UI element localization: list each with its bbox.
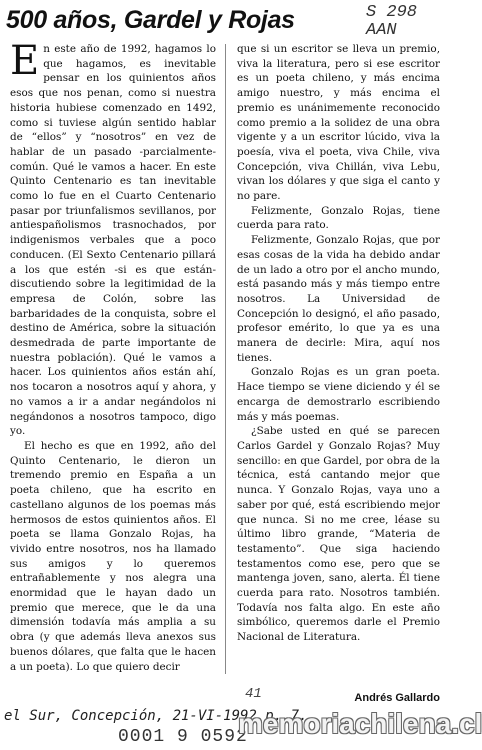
article-headline: 500 años, Gardel y Rojas [6, 6, 295, 34]
column-divider [225, 44, 226, 674]
archive-number-stamp: 0001 9 0592 [118, 727, 248, 747]
article-paragraph: Felizmente, Gonzalo Rojas, tiene cuerda para rato. [237, 204, 440, 232]
article-right-column [237, 42, 440, 682]
article-paragraph: El hecho es que en 1992, año del Quinto Centenario, le dieron un tremendo premio en España a un poeta chileno, que ha escrito en castellano algunos de los poemas más hermosos de estos quinientos años. El poeta se llama Gonzalo Rojas, ha vivido entre nosotros, nos ha llamado sus amigos y lo queremos entrañablemente y nos alegra una enormidad que le hayan dado un premio que merece, que le da una dimensión todavía más amplia a su obra (y que además lleva anexos sus buenos dólares, que falta que le hacen a un poeta). Lo que quiero decir [10, 439, 216, 673]
article-left-column [10, 38, 216, 676]
article-paragraph [10, 38, 216, 439]
article-paragraph: que si un escritor se lleva un premio, viva la literatura, pero si ese escritor es un poeta chileno, y más encima amigo nuestro, y más encima el premio es unánimemente reconocido como premio a la solidez de una obra vigente y a un escritor lúcido, viva la poesía, viva el poeta, viva Chile, viva Concepción, viva Chillán, viva Lebu, vivan los dólares y que siga el canto y no pare. [237, 43, 440, 203]
article-paragraph: Felizmente, Gonzalo Rojas, que por esas cosas de la vida ha debido andar de un lado a otro por el ancho mundo, está pasando más y más tiempo entre nosotros. La Universidad de Concepción lo designó, el año pasado, profesor emérito, lo que ya es una manera de decirle: Mira, aquí nos tienes. [237, 234, 440, 364]
paragraph-text: n este año de 1992, hagamos lo que hagamos, es inevitable pensar en los quinientos años esos que nos penan, como si nuestra historia hubiese comenzado en 1492, como si tuviese algún sentido hablar de “ellos” y “nosotros” en vez de hablar de un pasado -parcialmente- común. Qué le vamos a hacer. En este Quinto Centenario es tan inevitable como lo fue en el Cuarto Centenario pasar por triunfalismos sevillanos, por antiespañolismos trasnochados, por indigenismos verbales que a poco conducen. (El Sexto Centenario pillará a los que estén -si es que están- discutiendo sobre la legitimidad de la empresa de Colón, sobre las barbaridades de la conquista, sobre el destino de América, sobre la situación desmedrada de parte importante de nuestra población). Qué le vamos a hacer. Los quinientos años están ahí, nos tocaron a nosotros aquí y ahora, y no vamos a ir a andar negándolos ni negándonos a nosotros tampoco, digo yo. [10, 43, 216, 438]
archive-stamp-letters: AAN [366, 21, 397, 40]
drop-cap: E [10, 38, 40, 84]
archive-stamp-code: S 298 [366, 3, 418, 22]
article-paragraph: ¿Sabe usted en qué se parecen Carlos Gardel y Gonzalo Rojas? Muy sencillo: en que Gardel, por obra de la técnica, está cantando mejor que nunca. Y Gonzalo Rojas, vaya uno a saber por qué, está escribiendo mejor que nunca. Si no me cree, léase su último libro grande, “Materia de testamento”. Que siga haciendo testamentos como ese, pero que se mantenga joven, sano, alerta. Él tiene cuerda para rato. Nosotros también. Todavía nos falta algo. En este año simbólico, queremos darle el Premio Nacional de Literatura. [237, 425, 440, 644]
handwritten-page-mark: 41 [245, 686, 262, 702]
watermark-logo: memoriachilena.cl [238, 708, 482, 739]
author-byline: Andrés Gallardo [354, 692, 440, 704]
article-paragraph: Gonzalo Rojas es un gran poeta. Hace tiempo se viene diciendo y él se encarga de demostrarlo escribiendo más y más poemas. [237, 366, 440, 423]
archive-stamp [366, 4, 440, 40]
handwritten-source-note: el Sur, Concepción, 21-VI-1992 p. 7. [4, 708, 308, 724]
